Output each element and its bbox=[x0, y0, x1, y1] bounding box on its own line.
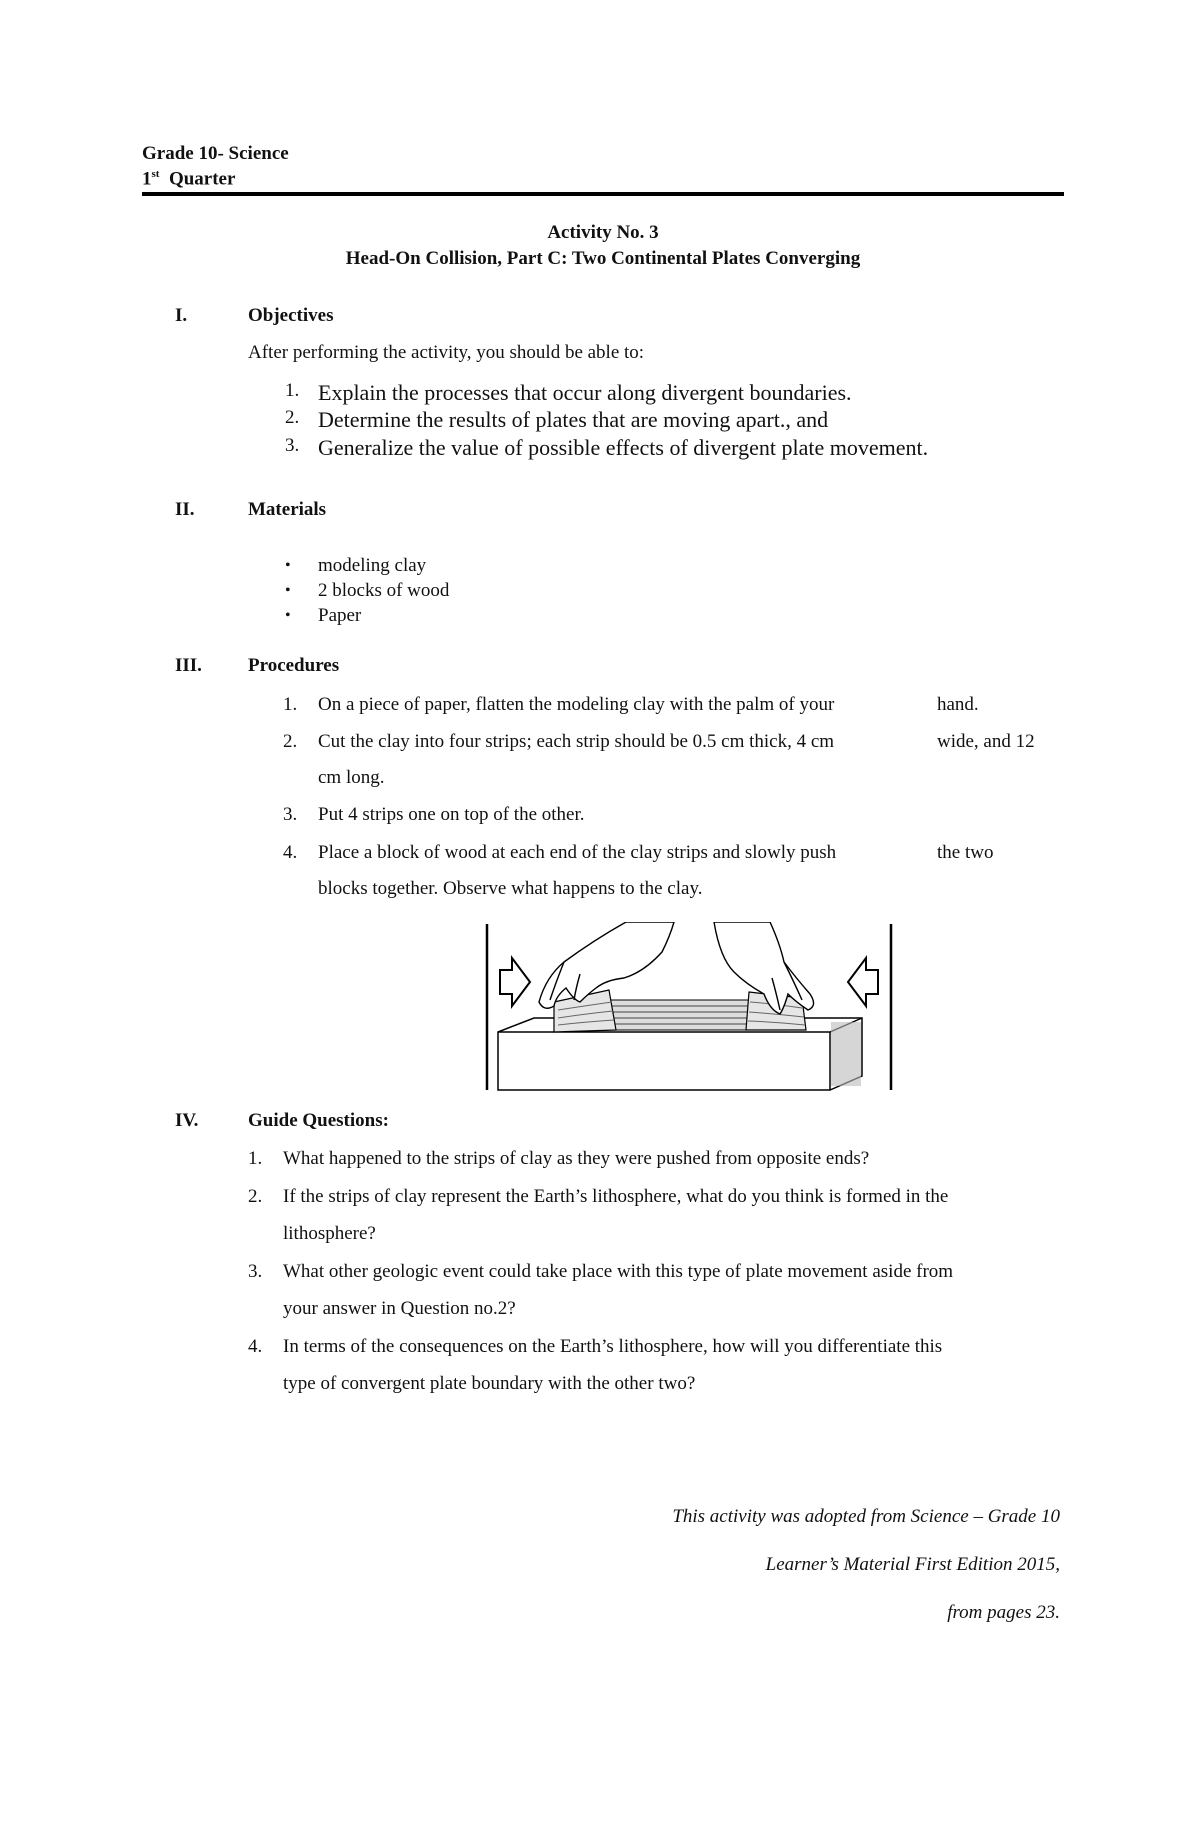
procedure-number: 1. bbox=[283, 694, 298, 715]
procedure-text: Put 4 strips one on top of the other. bbox=[318, 804, 585, 825]
material-item: 2 blocks of wood bbox=[318, 580, 450, 601]
clay-strips bbox=[604, 1000, 754, 1030]
question-text-continued: type of convergent plate boundary with the other two? bbox=[283, 1373, 696, 1394]
source-line-3: from pages 23. bbox=[947, 1602, 1060, 1623]
materials-numeral: II. bbox=[175, 499, 195, 520]
material-item: modeling clay bbox=[318, 555, 427, 576]
bullet-icon: • bbox=[285, 607, 291, 624]
quarter-word: Quarter bbox=[168, 168, 236, 190]
question-text-continued: your answer in Question no.2? bbox=[283, 1298, 516, 1319]
arrow-right-icon bbox=[500, 958, 530, 1006]
procedure-text: Cut the clay into four strips; each strip should be 0.5 cm thick, 4 cm bbox=[318, 731, 835, 752]
question-text: What other geologic event could take place with this type of plate movement aside from bbox=[283, 1261, 954, 1282]
grade-label: Grade 10- Science bbox=[142, 143, 289, 164]
activity-number: Activity No. 3 bbox=[547, 222, 659, 243]
bullet-icon: • bbox=[285, 557, 291, 574]
procedure-text-end: the two bbox=[937, 842, 994, 863]
procedure-text-continued: cm long. bbox=[318, 767, 385, 788]
objectives-heading: Objectives bbox=[248, 305, 334, 326]
objective-item: Explain the processes that occur along divergent boundaries. bbox=[318, 380, 852, 405]
objective-number: 3. bbox=[285, 435, 300, 456]
procedure-text-end: wide, and 12 bbox=[937, 731, 1035, 752]
question-text: What happened to the strips of clay as they were pushed from opposite ends? bbox=[283, 1148, 870, 1169]
guide-numeral: IV. bbox=[175, 1110, 199, 1131]
procedure-number: 4. bbox=[283, 842, 298, 863]
materials-heading: Materials bbox=[248, 499, 327, 520]
question-text-continued: lithosphere? bbox=[283, 1223, 376, 1244]
header-divider bbox=[142, 192, 1064, 196]
source-line-2: Learner’s Material First Edition 2015, bbox=[765, 1554, 1060, 1575]
question-number: 2. bbox=[248, 1186, 263, 1207]
procedure-number: 2. bbox=[283, 731, 298, 752]
clay-compression-illustration bbox=[484, 922, 894, 1092]
question-number: 4. bbox=[248, 1336, 263, 1357]
procedure-text: On a piece of paper, flatten the modeling clay with the palm of your bbox=[318, 694, 835, 715]
objective-number: 1. bbox=[285, 380, 300, 401]
procedure-text-continued: blocks together. Observe what happens to the clay. bbox=[318, 878, 703, 899]
quarter-label bbox=[142, 168, 235, 190]
quarter-suffix: st bbox=[151, 168, 160, 180]
question-text: If the strips of clay represent the Earth’s lithosphere, what do you think is formed in the bbox=[283, 1186, 949, 1207]
procedures-numeral: III. bbox=[175, 655, 202, 676]
objective-number: 2. bbox=[285, 407, 300, 428]
procedures-heading: Procedures bbox=[248, 655, 340, 676]
quarter-number: 1 bbox=[142, 168, 152, 190]
objective-item: Determine the results of plates that are moving apart., and bbox=[318, 407, 829, 432]
guide-heading: Guide Questions: bbox=[248, 1110, 389, 1131]
objectives-numeral: I. bbox=[175, 305, 188, 326]
bullet-icon: • bbox=[285, 582, 291, 599]
procedure-text-end: hand. bbox=[937, 694, 979, 715]
question-number: 3. bbox=[248, 1261, 263, 1282]
source-line-1: This activity was adopted from Science – Grade 10 bbox=[672, 1506, 1060, 1527]
objective-item: Generalize the value of possible effects of divergent plate movement. bbox=[318, 435, 929, 460]
question-text: In terms of the consequences on the Earth’s lithosphere, how will you differentiate this bbox=[283, 1336, 943, 1357]
procedure-text: Place a block of wood at each end of the clay strips and slowly push bbox=[318, 842, 837, 863]
material-item: Paper bbox=[318, 605, 362, 626]
arrow-left-icon bbox=[848, 958, 878, 1006]
question-number: 1. bbox=[248, 1148, 263, 1169]
activity-title: Head-On Collision, Part C: Two Continental Plates Converging bbox=[345, 248, 861, 269]
objectives-intro: After performing the activity, you should be able to: bbox=[248, 342, 645, 363]
procedure-number: 3. bbox=[283, 804, 298, 825]
